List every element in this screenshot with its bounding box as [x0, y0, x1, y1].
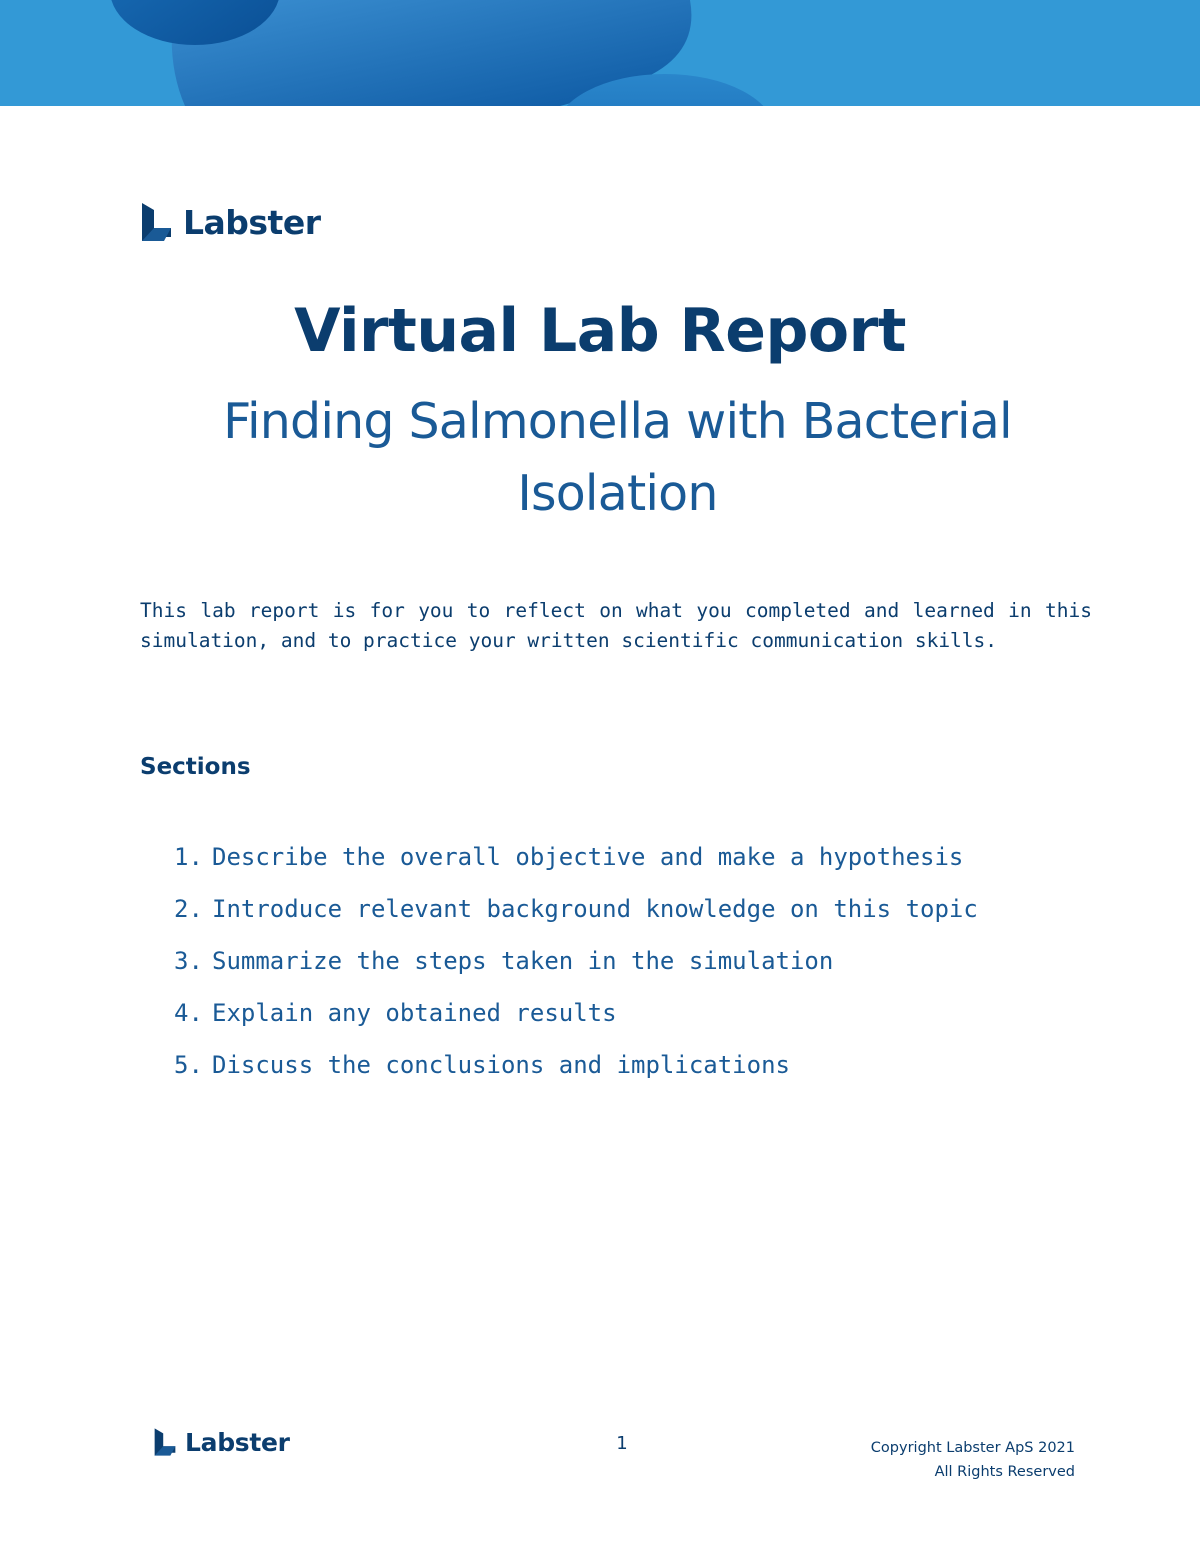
list-item-number: 5. — [174, 1051, 203, 1079]
intro-line-1: This lab report is for you to reflect on what you completed and learned in this — [140, 599, 1092, 622]
list-item — [174, 838, 978, 890]
list-item-text: Discuss the conclusions and implications — [212, 1051, 790, 1079]
header-banner — [0, 0, 1200, 106]
list-item — [174, 1046, 978, 1098]
list-item — [174, 890, 978, 942]
list-item-number: 2. — [174, 895, 203, 923]
intro-paragraph — [140, 596, 1092, 656]
list-item-text: Summarize the steps taken in the simulation — [212, 947, 834, 975]
copyright-line-2: All Rights Reserved — [934, 1464, 1075, 1480]
labster-logo-icon — [153, 1427, 177, 1457]
header-logo — [140, 200, 321, 244]
logo-text: Labster — [183, 202, 321, 242]
list-item — [174, 942, 978, 994]
page-number: 1 — [616, 1433, 628, 1454]
labster-logo-icon — [140, 201, 173, 243]
list-item-number: 4. — [174, 999, 203, 1027]
list-item-number: 3. — [174, 947, 203, 975]
copyright-notice — [871, 1436, 1075, 1484]
footer-logo-text: Labster — [185, 1427, 290, 1457]
list-item-text: Describe the overall objective and make a hypothesis — [212, 843, 964, 871]
sections-list — [174, 838, 978, 1098]
page-subtitle: Finding Salmonella with Bacterial Isolation — [223, 393, 1012, 522]
intro-line-2: simulation, and to practice your written scientific communication skills. — [140, 629, 998, 652]
copyright-line-1: Copyright Labster ApS 2021 — [870, 1440, 1075, 1456]
list-item-text: Introduce relevant background knowledge on this topic — [212, 895, 978, 923]
sections-heading: Sections — [140, 754, 251, 780]
list-item-number: 1. — [174, 843, 203, 871]
header-decoration — [0, 0, 1200, 106]
page-title: Virtual Lab Report — [294, 296, 906, 366]
footer-logo — [153, 1426, 290, 1458]
list-item — [174, 994, 978, 1046]
list-item-text: Explain any obtained results — [212, 999, 617, 1027]
